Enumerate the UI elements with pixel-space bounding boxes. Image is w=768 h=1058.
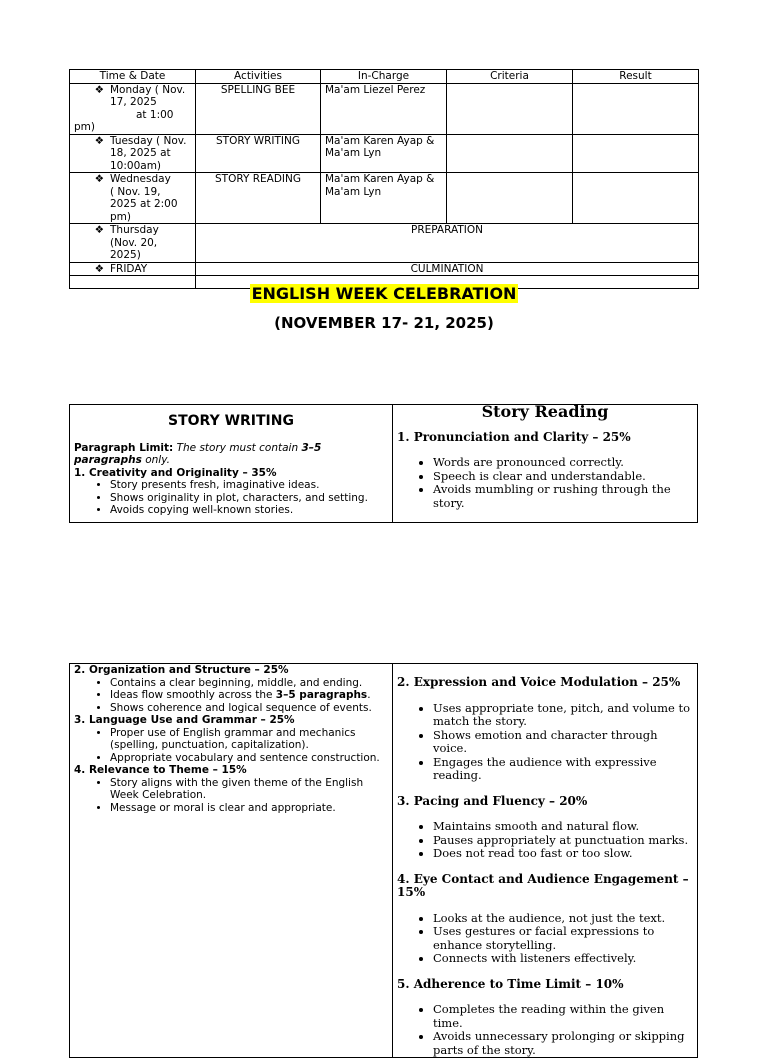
sw-criterion-title: 1. Creativity and Originality – 35% xyxy=(74,466,277,479)
list-item: • Uses gestures or facial expressions to enhance storytelling. xyxy=(433,925,693,952)
list-item xyxy=(110,689,388,702)
date-text: 17, 2025 xyxy=(110,96,157,108)
schedule-row-wednesday xyxy=(70,173,699,224)
bullet-icon: ❖ xyxy=(94,134,104,147)
date-text: pm) xyxy=(74,121,95,133)
bullet-icon: ❖ xyxy=(94,262,104,275)
paragraph-limit-text: The story must contain xyxy=(173,441,302,454)
bullet-icon: ❖ xyxy=(94,224,104,236)
story-writing-cell xyxy=(70,405,393,523)
list-item: • Avoids mumbling or rushing through the story. xyxy=(433,483,693,510)
sw-criterion-list xyxy=(74,777,388,815)
activity-cell: STORY WRITING xyxy=(196,134,321,173)
date-cell xyxy=(70,262,196,276)
sr-criterion-list xyxy=(397,456,693,510)
activity-cell: STORY READING xyxy=(196,173,321,224)
bullet-icon: ❖ xyxy=(94,173,104,185)
schedule-header-row xyxy=(70,70,699,84)
criteria-table-2 xyxy=(69,663,698,1058)
bullet-icon: ❖ xyxy=(94,83,104,96)
list-item-text: Ideas flow smoothly across the xyxy=(110,689,276,701)
date-text: 10:00am) xyxy=(110,159,162,172)
date-text: Monday ( Nov. xyxy=(110,83,186,96)
story-writing-heading: STORY WRITING xyxy=(168,413,294,429)
list-item: • Proper use of English grammar and mechanics (spelling, punctuation, capitalization). xyxy=(110,727,388,752)
date-cell xyxy=(70,83,196,134)
culmination-cell: CULMINATION xyxy=(196,262,699,276)
sr-criterion-list xyxy=(397,912,693,966)
list-item: • Shows emotion and character through voice. xyxy=(433,729,693,756)
incharge-cell: Ma'am Karen Ayap & Ma'am Lyn xyxy=(321,173,447,224)
date-text: Wednesday xyxy=(110,173,171,185)
story-reading-heading: Story Reading xyxy=(481,402,609,421)
page-title xyxy=(0,284,768,303)
criteria-cell xyxy=(447,173,573,224)
sw-criterion-title: 2. Organization and Structure – 25% xyxy=(74,664,289,676)
header-activities: Activities xyxy=(196,70,321,84)
list-item: • Completes the reading within the given time. xyxy=(433,1003,693,1030)
list-item: • Connects with listeners effectively. xyxy=(433,952,693,966)
sw-criterion-list xyxy=(74,677,388,715)
schedule-row-thursday xyxy=(70,224,699,263)
header-result: Result xyxy=(573,70,699,84)
story-writing-cell xyxy=(70,664,393,1058)
story-reading-cell xyxy=(393,402,698,523)
list-item: • Avoids copying well-known stories. xyxy=(110,504,388,517)
list-item: • Shows coherence and logical sequence of events. xyxy=(110,702,388,715)
story-reading-cell xyxy=(393,664,698,1058)
page-title-text: ENGLISH WEEK CELEBRATION xyxy=(251,284,517,303)
activity-cell: SPELLING BEE xyxy=(196,83,321,134)
list-item: • Contains a clear beginning, middle, and ending. xyxy=(110,677,388,690)
criteria-cell xyxy=(447,83,573,134)
list-item: • Does not read too fast or too slow. xyxy=(433,847,693,861)
date-text: 2025) xyxy=(110,249,141,261)
list-item: • Pauses appropriately at punctuation marks. xyxy=(433,834,693,848)
list-item-text: . xyxy=(367,689,371,701)
schedule-row-tuesday xyxy=(70,134,699,173)
schedule-row-monday xyxy=(70,83,699,134)
date-cell xyxy=(70,224,196,263)
result-cell xyxy=(573,134,699,173)
date-range: (NOVEMBER 17- 21, 2025) xyxy=(274,314,494,332)
list-item: • Story presents fresh, imaginative ideas. xyxy=(110,479,388,492)
list-item: • Avoids unnecessary prolonging or skipping parts of the story. xyxy=(433,1030,693,1057)
criteria-cell xyxy=(447,134,573,173)
date-cell xyxy=(70,134,196,173)
sw-criterion-list xyxy=(74,479,388,517)
sr-criterion-title: 5. Adherence to Time Limit – 10% xyxy=(397,976,624,991)
paragraph-limit-text: only. xyxy=(141,454,170,466)
date-text: 18, 2025 at xyxy=(110,147,171,159)
list-item: • Message or moral is clear and appropriate. xyxy=(110,802,388,815)
list-item: • Looks at the audience, not just the text. xyxy=(433,912,693,926)
result-cell xyxy=(573,83,699,134)
date-text: Tuesday ( Nov. xyxy=(110,134,187,147)
criteria-table-1 xyxy=(69,404,698,523)
sw-criterion-title: 4. Relevance to Theme – 15% xyxy=(74,764,247,776)
preparation-cell: PREPARATION xyxy=(196,224,699,263)
date-text: at 1:00 xyxy=(136,108,174,121)
incharge-cell: Ma'am Karen Ayap & Ma'am Lyn xyxy=(321,134,447,173)
sr-criterion-list xyxy=(397,1003,693,1057)
date-text: FRIDAY xyxy=(110,262,148,275)
list-item: • Uses appropriate tone, pitch, and volume to match the story. xyxy=(433,702,693,729)
sr-criterion-title: 2. Expression and Voice Modulation – 25% xyxy=(397,675,681,689)
list-item-bold: 3–5 paragraphs xyxy=(275,689,368,701)
schedule-row-friday xyxy=(70,262,699,276)
list-item: • Words are pronounced correctly. xyxy=(433,456,693,470)
list-item: • Story aligns with the given theme of the English Week Celebration. xyxy=(110,777,388,802)
list-item: • Maintains smooth and natural flow. xyxy=(433,820,693,834)
sr-criterion-title: 3. Pacing and Fluency – 20% xyxy=(397,793,588,808)
sr-criterion-title: 4. Eye Contact and Audience Engagement – 15% xyxy=(397,871,689,899)
paragraph-limit-count: 3–5 paragraphs xyxy=(74,441,322,466)
date-text: ( Nov. 19, xyxy=(110,185,161,198)
sr-criterion-list xyxy=(397,820,693,861)
incharge-cell: Ma'am Liezel Perez xyxy=(321,83,447,134)
sw-criterion-list xyxy=(74,727,388,765)
date-text: Thursday xyxy=(110,224,159,236)
list-item: • Appropriate vocabulary and sentence construction. xyxy=(110,752,388,765)
paragraph-limit-label: Paragraph Limit: xyxy=(74,441,174,454)
header-time-date: Time & Date xyxy=(70,70,196,84)
paragraph-limit xyxy=(74,442,388,467)
result-cell xyxy=(573,173,699,224)
list-item: • Engages the audience with expressive reading. xyxy=(433,756,693,783)
sw-criterion-title: 3. Language Use and Grammar – 25% xyxy=(74,714,295,726)
list-item: • Speech is clear and understandable. xyxy=(433,470,693,484)
header-in-charge: In-Charge xyxy=(321,70,447,84)
header-criteria: Criteria xyxy=(447,70,573,84)
sr-criterion-list xyxy=(397,702,693,783)
sr-criterion-title: 1. Pronunciation and Clarity – 25% xyxy=(397,429,631,444)
date-text: pm) xyxy=(110,210,131,223)
date-text: 2025 at 2:00 xyxy=(110,198,178,210)
schedule-table xyxy=(69,69,699,289)
list-item: • Shows originality in plot, characters, and setting. xyxy=(110,492,388,505)
date-text: (Nov. 20, xyxy=(110,236,158,249)
date-cell xyxy=(70,173,196,224)
